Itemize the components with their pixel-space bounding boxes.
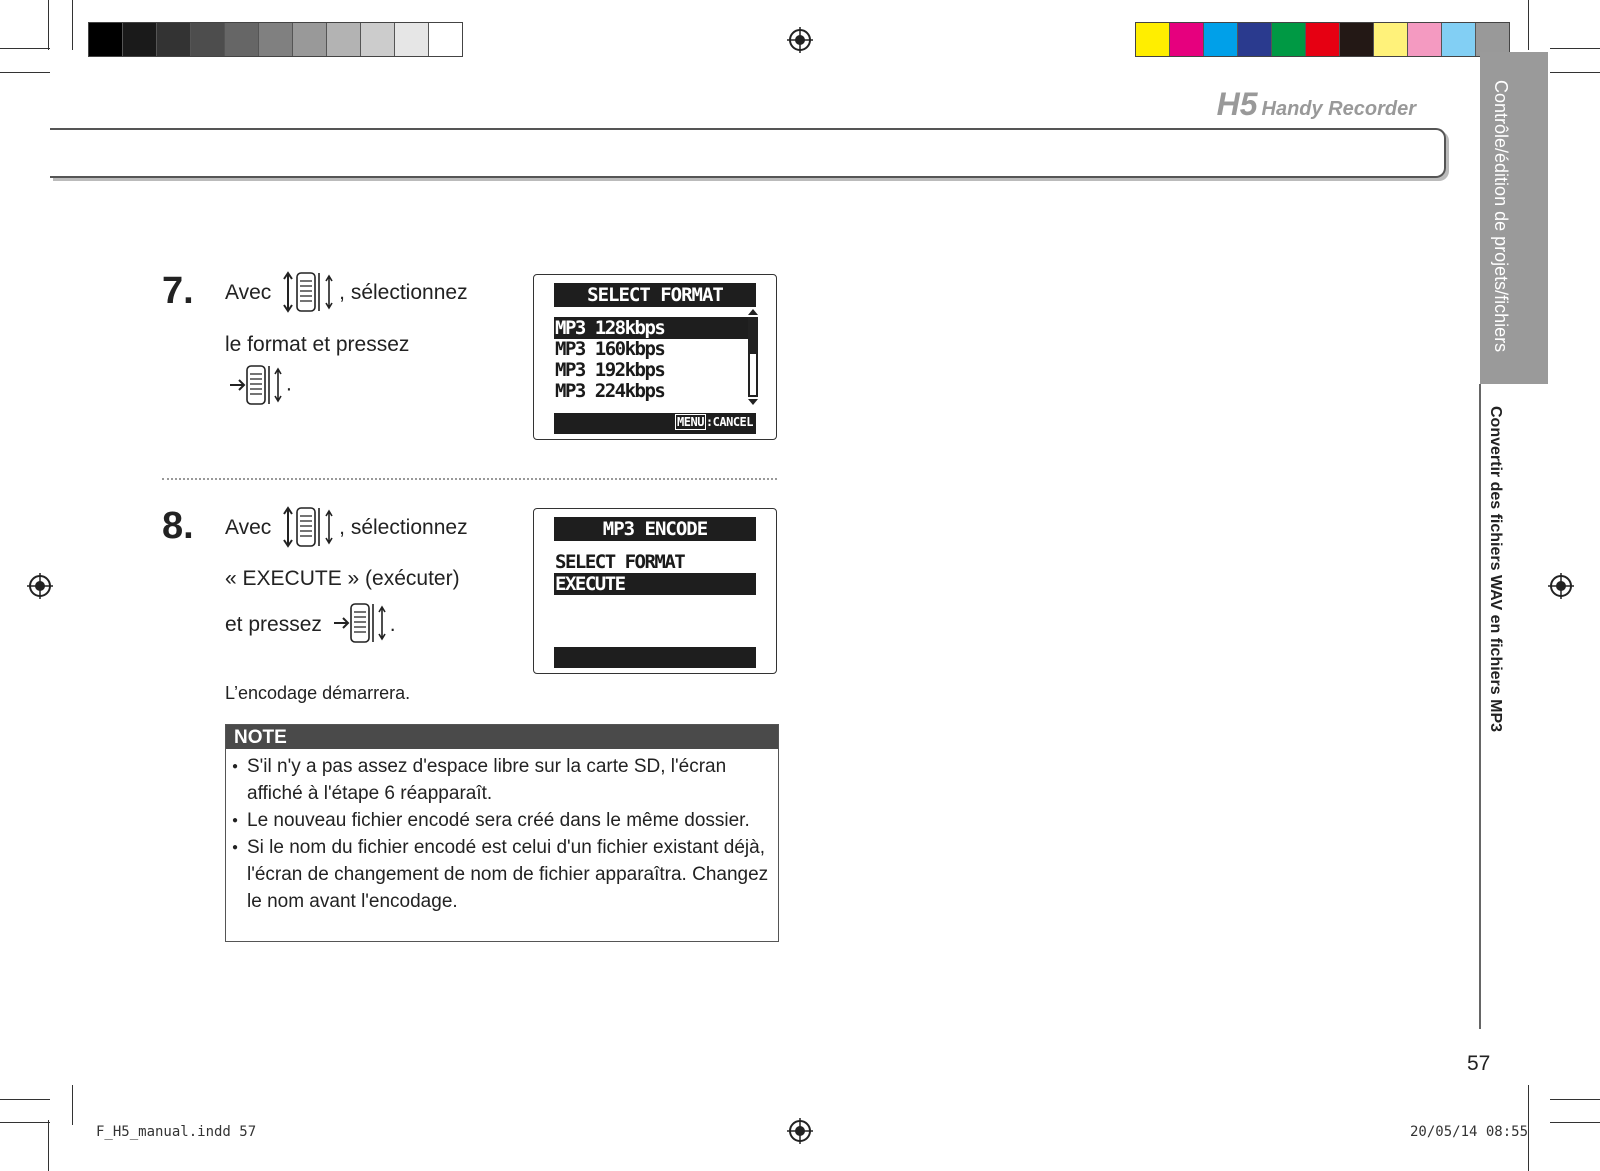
- gray-swatch: [225, 23, 259, 56]
- lcd-footer: [554, 647, 756, 668]
- lcd-list-item-selected: MP3 128kbps: [554, 317, 748, 339]
- instruction-text: et pressez: [225, 613, 322, 636]
- color-swatch: [1272, 23, 1306, 56]
- lcd-title: MP3 ENCODE: [554, 517, 756, 541]
- step-instruction-line: le format et pressez: [225, 333, 410, 356]
- lcd-footer: [554, 413, 756, 434]
- instruction-text: .: [389, 613, 396, 636]
- lcd-scrollbar: [746, 309, 760, 405]
- gray-swatch: [191, 23, 225, 56]
- lcd-footer-menu: MENU: [677, 415, 704, 429]
- section-title-bar: [50, 128, 1446, 178]
- step-instruction-line: [225, 613, 396, 637]
- note-item: ● Le nouveau fichier encodé sera créé dans le même dossier.: [232, 807, 772, 834]
- gray-swatch: [395, 23, 429, 56]
- gray-swatch: [157, 23, 191, 56]
- color-swatch: [1442, 23, 1476, 56]
- step-result-text: L’encodage démarrera.: [225, 683, 411, 703]
- note-box: [225, 724, 779, 942]
- step-number: 7.: [162, 270, 194, 312]
- lcd-select-format-screen: [533, 274, 777, 440]
- lcd-menu-item-selected: EXECUTE: [554, 573, 756, 595]
- brand-model: H5: [1216, 86, 1258, 122]
- section-side-label: Contrôle/édition de projets/fichiers: [1491, 80, 1511, 353]
- gray-swatch: [89, 23, 123, 56]
- gray-swatch: [259, 23, 293, 56]
- color-calibration-bar: [1135, 22, 1510, 57]
- crop-mark: [0, 1099, 50, 1100]
- lcd-list-item: MP3 192kbps: [555, 359, 665, 381]
- press-wheel-icon: [228, 362, 286, 408]
- grayscale-calibration-bar: [88, 22, 463, 57]
- instruction-text: , sélectionnez: [339, 281, 468, 304]
- registration-mark-icon: [787, 27, 813, 53]
- color-swatch: [1340, 23, 1374, 56]
- crop-mark: [72, 0, 73, 50]
- crop-mark: [1528, 1085, 1529, 1171]
- note-list: [226, 753, 778, 915]
- crop-mark: [0, 72, 50, 73]
- crop-mark: [72, 1085, 73, 1125]
- instruction-text: Avec: [225, 281, 272, 304]
- crop-mark: [48, 1120, 49, 1171]
- gray-swatch: [293, 23, 327, 56]
- color-swatch: [1238, 23, 1272, 56]
- lcd-list-item: MP3 224kbps: [555, 380, 665, 402]
- registration-mark-icon: [787, 1118, 813, 1144]
- step-instruction-line: [225, 516, 468, 540]
- brand-logo: [1217, 86, 1416, 123]
- lcd-list-item: MP3 160kbps: [555, 338, 665, 360]
- color-swatch: [1408, 23, 1442, 56]
- side-divider: [1479, 384, 1481, 1029]
- gray-swatch: [327, 23, 361, 56]
- lcd-title: SELECT FORMAT: [554, 283, 756, 307]
- crop-mark: [1528, 0, 1529, 50]
- step-separator: [162, 478, 777, 480]
- brand-subtitle: Handy Recorder: [1261, 98, 1416, 120]
- lcd-mp3-encode-screen: [533, 508, 777, 674]
- note-title: NOTE: [226, 725, 778, 749]
- note-item: ● S'il n'y a pas assez d'espace libre sur la carte SD, l'écran affiché à l'étape 6 réapparaît.: [232, 753, 772, 807]
- instruction-text: Avec: [225, 516, 272, 539]
- crop-mark: [1550, 72, 1600, 73]
- color-swatch: [1204, 23, 1238, 56]
- crop-mark: [1550, 1122, 1600, 1123]
- crop-mark: [48, 0, 49, 50]
- crop-mark: [1550, 48, 1600, 49]
- registration-mark-icon: [1548, 573, 1574, 599]
- lcd-menu-item: SELECT FORMAT: [555, 551, 685, 573]
- topic-side-label: Convertir des fichiers WAV en fichiers MP3: [1487, 406, 1504, 733]
- gray-swatch: [123, 23, 157, 56]
- press-wheel-icon: [332, 600, 390, 646]
- print-slug-file: F_H5_manual.indd 57: [96, 1124, 257, 1140]
- step-instruction-line: [225, 281, 468, 305]
- lcd-footer-action: :CANCEL: [705, 415, 753, 429]
- crop-mark: [1550, 1099, 1600, 1100]
- crop-mark: [0, 1122, 50, 1123]
- instruction-text: .: [286, 372, 292, 396]
- step-number: 8.: [162, 505, 194, 547]
- print-slug-date: 20/05/14 08:55: [1410, 1124, 1529, 1140]
- step-instruction-line: « EXECUTE » (exécuter): [225, 567, 460, 590]
- step-instruction-line: [228, 370, 292, 400]
- registration-mark-icon: [27, 573, 53, 599]
- gray-swatch: [429, 23, 462, 56]
- crop-mark: [0, 48, 50, 49]
- scroll-wheel-icon: [281, 269, 339, 315]
- gray-swatch: [361, 23, 395, 56]
- instruction-text: , sélectionnez: [339, 516, 468, 539]
- color-swatch: [1136, 23, 1170, 56]
- scroll-wheel-icon: [281, 504, 339, 550]
- color-swatch: [1374, 23, 1408, 56]
- color-swatch: [1170, 23, 1204, 56]
- page-number: 57: [1467, 1052, 1491, 1075]
- color-swatch: [1306, 23, 1340, 56]
- note-item: ● Si le nom du fichier encodé est celui d'un fichier existant déjà, l'écran de changement de nom de fichier apparaîtra. Changez le nom avant l'encodage.: [232, 834, 772, 915]
